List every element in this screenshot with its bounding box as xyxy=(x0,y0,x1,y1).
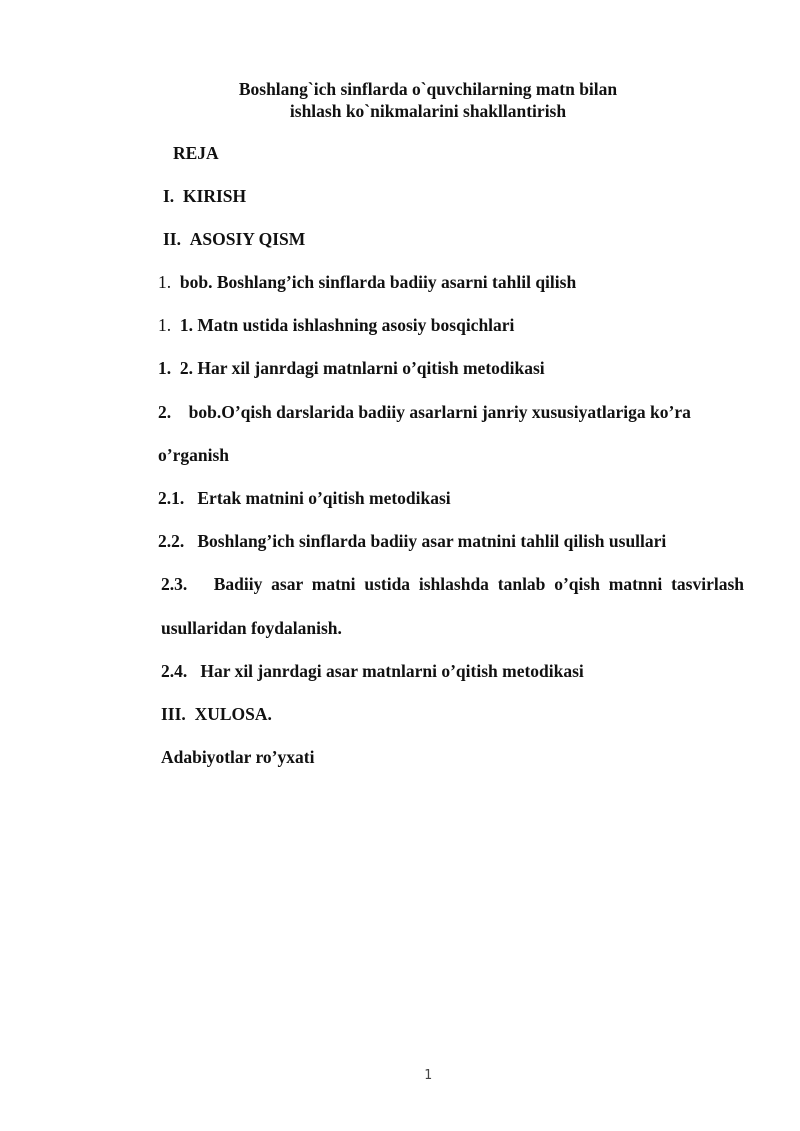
outline-item-chapter-1 xyxy=(158,271,576,293)
outline-number: 1. xyxy=(158,358,172,378)
outline-text: ASOSIY QISM xyxy=(189,229,306,249)
outline-text: Badiiy asar matni ustida ishlashda tanlab o’qish matnni tasvirlash xyxy=(213,574,744,594)
outline-number: I. xyxy=(163,186,175,206)
outline-item-section-1-2 xyxy=(158,357,545,379)
outline-item-references: Adabiyotlar ro’yxati xyxy=(161,747,315,767)
outline-number: 1. xyxy=(158,315,172,335)
outline-text: bob. Boshlang’ich sinflarda badiiy asarni tahlil qilish xyxy=(179,272,577,292)
page-number: 1 xyxy=(424,1068,432,1083)
outline-text: Ertak matnini o’qitish metodikasi xyxy=(197,488,451,508)
outline-text: 2. Har xil janrdagi matnlarni o’qitish metodikasi xyxy=(179,358,545,378)
outline-number: 2.4. xyxy=(161,661,188,681)
outline-text: bob.O’qish darslarida badiiy asarlarni janriy xususiyatlariga ko’ra xyxy=(188,402,691,422)
outline-item-section-2-4 xyxy=(161,660,584,682)
outline-number: 2.3. xyxy=(161,574,188,594)
outline-item-section-2-3 xyxy=(161,573,744,595)
document-title-line-1: Boshlang`ich sinflarda o`quvchilarning matn bilan xyxy=(238,79,618,99)
outline-text: KIRISH xyxy=(182,186,247,206)
outline-item-chapter-2-continued: o’rganish xyxy=(158,445,229,465)
plan-heading: REJA xyxy=(173,143,219,163)
outline-number: 1. xyxy=(158,272,172,292)
outline-item-conclusion xyxy=(161,703,272,725)
outline-text: 1. Matn ustida ishlashning asosiy bosqichlari xyxy=(179,315,515,335)
outline-item-section-2-1 xyxy=(158,487,451,509)
outline-item-main xyxy=(163,228,305,250)
outline-item-section-2-3-continued: usullaridan foydalanish. xyxy=(161,618,342,638)
outline-item-intro xyxy=(163,185,246,207)
outline-number: II. xyxy=(163,229,181,249)
outline-item-section-1-1 xyxy=(158,314,514,336)
outline-item-chapter-2 xyxy=(158,401,691,423)
outline-text: Boshlang’ich sinflarda badiiy asar matnini tahlil qilish usullari xyxy=(197,531,667,551)
outline-text: Har xil janrdagi asar matnlarni o’qitish metodikasi xyxy=(200,661,584,681)
outline-number: 2.2. xyxy=(158,531,185,551)
outline-number: 2. xyxy=(158,402,172,422)
outline-item-section-2-2 xyxy=(158,530,666,552)
outline-text: XULOSA. xyxy=(194,704,272,724)
outline-number: 2.1. xyxy=(158,488,185,508)
outline-number: III. xyxy=(161,704,186,724)
document-title-line-2: ishlash ko`nikmalarini shakllantirish xyxy=(289,101,567,121)
